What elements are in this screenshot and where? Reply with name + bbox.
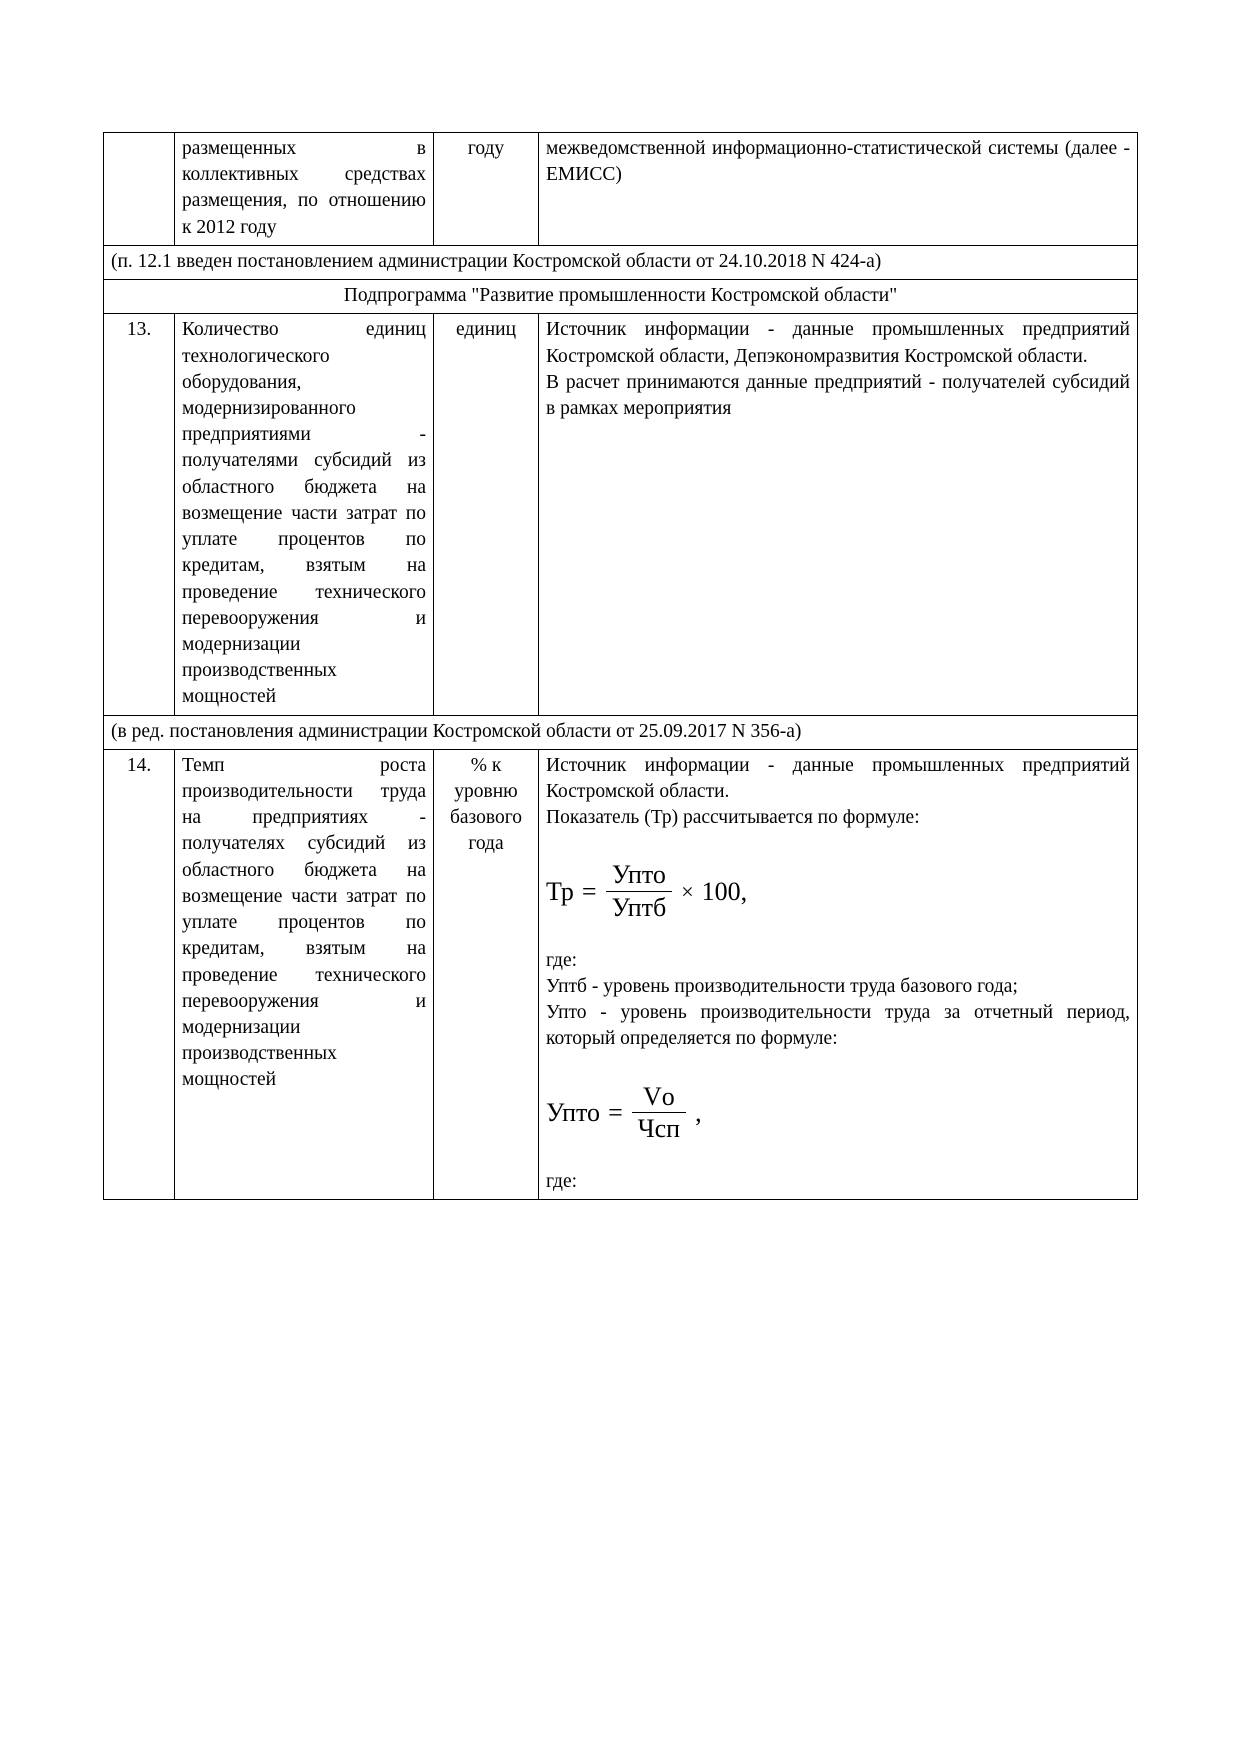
amendment-note-row [104,245,1138,279]
formula-numerator: Упто [611,860,666,890]
indicator-text: Темп роста производительности труда на предприятиях - получателях субсидий из областного бюджета на возмещение части затрат по уплате процентов по кредитам, взятым на проведение технического перевооружения и модернизации производственных мощностей [182,754,426,1091]
formula-denominator: Уптб [611,893,667,923]
formula-tail: 100, [701,876,748,906]
definition-text: Уптб - уровень производительности труда базового года; [546,975,1018,997]
source-text: межведомственной информационно-статистической системы (далее - ЕМИСС) [546,138,1130,186]
source-paragraph: В расчет принимаются данные предприятий - получателей субсидий в рамках мероприятия [546,371,1130,419]
row-number-cell [104,749,175,1199]
amendment-note-row [104,715,1138,749]
source-paragraph: Источник информации - данные промышленных предприятий Костромской области, Депэкономразвития Костромской области. [546,319,1130,367]
amendment-note-cell [104,715,1138,749]
formula-expression [546,861,747,921]
table-row [104,749,1138,1199]
amendment-note-text: (в ред. постановления администрации Костромской области от 25.09.2017 N 356-а) [111,720,802,742]
source-paragraph: Показатель (Тр) рассчитывается по формуле: [546,807,920,829]
table-row [104,133,1138,246]
unit-text: единиц [455,319,517,341]
unit-cell [434,749,539,1199]
unit-cell [434,133,539,246]
indicator-cell [175,314,434,715]
formula-labour-productivity [546,1083,1130,1143]
unit-text: % к уровню базового года [449,754,522,855]
row-number: 13. [126,319,152,341]
formula-growth-rate [546,861,1130,921]
amendment-note-cell [104,245,1138,279]
indicator-text: размещенных в коллективных средствах размещения, по отношению к 2012 году [182,138,426,238]
source-cell [539,314,1138,715]
where-label: где: [546,1170,578,1192]
source-paragraph: Источник информации - данные промышленных предприятий Костромской области. [546,754,1130,803]
table-row [104,314,1138,715]
unit-text: году [467,138,505,159]
formula-lhs: Тр [546,876,574,906]
formula-numerator: Vо [643,1081,675,1111]
unit-cell [434,314,539,715]
indicator-cell [175,133,434,246]
source-cell [539,133,1138,246]
formula-expression [546,1083,702,1143]
formula-equals: = [581,876,597,906]
formula-fraction [629,1083,689,1143]
amendment-note-text: (п. 12.1 введен постановлением администрации Костромской области от 24.10.2018 N 424-а) [111,250,882,272]
indicator-text: Количество единиц технологического оборудования, модернизированного предприятиями - получателями субсидий из областного бюджета на возмещение части затрат по уплате процентов по кредитам, взятым на проведение технического перевооружения и модернизации производственных мощностей [182,319,426,708]
formula-fraction [603,861,676,921]
subprogram-header-row [104,280,1138,314]
definition-text: Упто - уровень производительности труда за отчетный период, который определяется по формуле: [546,1002,1130,1050]
subprogram-header-cell [104,280,1138,314]
indicators-table [103,132,1138,1200]
row-number-cell [104,314,175,715]
formula-denominator: Чсп [637,1114,681,1144]
row-number-cell [104,133,175,246]
where-label: где: [546,949,578,971]
formula-multiply-sign: × [681,878,694,904]
formula-tail: , [695,1097,702,1127]
formula-equals: = [608,1097,623,1127]
row-number: 14. [126,754,152,776]
formula-lhs: Упто [546,1097,601,1127]
subprogram-title: Подпрограмма "Развитие промышленности Костромской области" [343,285,898,307]
indicator-cell [175,749,434,1199]
source-cell [539,749,1138,1199]
